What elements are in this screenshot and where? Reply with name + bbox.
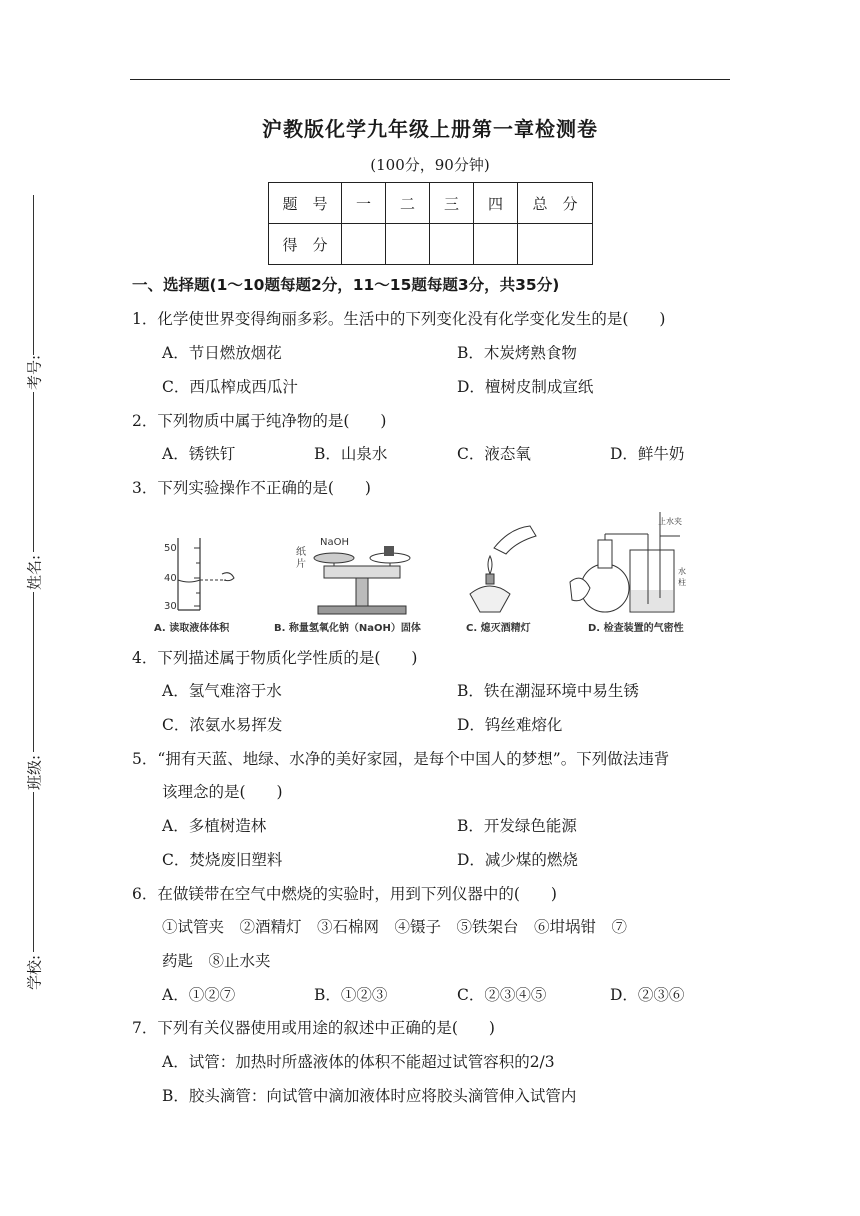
q7-option-a: A．试管：加热时所盛液体的体积不能超过试管容积的2/3 [162, 1053, 555, 1071]
name-label: 姓名: [25, 554, 44, 591]
school-line [33, 792, 34, 952]
cylinder-tick-30: 30 [164, 601, 177, 612]
q6-option-d: D．②③⑥ [610, 986, 685, 1004]
q2-option-c: C．液态氧 [457, 445, 531, 463]
figure-c-alcohol-lamp [466, 526, 536, 634]
q1-option-b: B．木炭烤熟食物 [457, 344, 577, 362]
header-rule [130, 79, 730, 80]
score-row-label: 得 分 [269, 224, 342, 265]
q2-option-a: A．锈铁钉 [162, 445, 236, 463]
question-6-stem: 6．在做镁带在空气中燃烧的实验时，用到下列仪器中的( ) [132, 885, 557, 903]
question-4-stem: 4．下列描述属于物质化学性质的是( ) [132, 649, 418, 667]
q6-items-cont: 药匙 ⑧止水夹 [162, 952, 271, 970]
score-cell[interactable] [430, 224, 474, 265]
q1-option-a: A．节日燃放烟花 [162, 344, 282, 362]
water-label: 水 [678, 567, 686, 576]
question-2-stem: 2．下列物质中属于纯净物的是( ) [132, 412, 387, 430]
q5-option-c: C．焚烧废旧塑料 [162, 851, 283, 869]
naoh-label: NaOH [320, 537, 349, 548]
q6-option-a: A．①②⑦ [162, 986, 236, 1004]
figure-b-caption: B. 称量氢氧化钠（NaOH）固体 [274, 623, 421, 634]
figure-a-cylinder [154, 538, 234, 634]
page-title: 沪教版化学九年级上册第一章检测卷 [262, 117, 598, 141]
hand-icon [494, 526, 536, 554]
question-5-stem-cont: 该理念的是( ) [162, 783, 283, 801]
figure-d-caption: D. 检查装置的气密性 [588, 623, 684, 634]
score-header-cell: 二 [386, 183, 430, 224]
q1-option-d: D．檀树皮制成宣纸 [457, 378, 594, 396]
q5-option-a: A．多植树造林 [162, 817, 267, 835]
score-table-score-row [269, 224, 593, 265]
cylinder-tick-50: 50 [164, 543, 177, 554]
eye-icon [222, 573, 234, 581]
q3-figures [150, 508, 730, 640]
question-7-stem: 7．下列有关仪器使用或用途的叙述中正确的是( ) [132, 1019, 495, 1037]
q4-option-a: A．氢气难溶于水 [162, 682, 282, 700]
figure-b-balance [274, 537, 421, 634]
figure-d-apparatus [570, 512, 686, 634]
q4-option-d: D．钨丝难熔化 [457, 716, 563, 734]
figure-c-caption: C. 熄灭酒精灯 [466, 623, 531, 634]
q4-option-c: C．浓氨水易挥发 [162, 716, 283, 734]
score-header-cell: 四 [474, 183, 518, 224]
question-1-stem: 1．化学使世界变得绚丽多彩。生活中的下列变化没有化学变化发生的是( ) [132, 310, 666, 328]
school-label: 学校: [25, 954, 44, 991]
class-label: 班级: [25, 754, 44, 791]
score-header-cell: 一 [342, 183, 386, 224]
exam-no-label: 考号: [25, 354, 44, 391]
score-cell[interactable] [386, 224, 430, 265]
question-3-stem: 3．下列实验操作不正确的是( ) [132, 479, 371, 497]
q5-option-d: D．减少煤的燃烧 [457, 851, 578, 869]
section-heading: 一、选择题(1～10题每题2分，11～15题每题3分，共35分) [132, 276, 560, 294]
cylinder-tick-40: 40 [164, 573, 177, 584]
q6-items: ①试管夹 ②酒精灯 ③石棉网 ④镊子 ⑤铁架台 ⑥坩埚钳 ⑦ [162, 918, 628, 936]
class-line [33, 592, 34, 752]
q1-option-c: C．西瓜榨成西瓜汁 [162, 378, 298, 396]
score-table [268, 182, 593, 265]
clamp-label: 止水夹 [658, 517, 682, 526]
score-header-cell: 总 分 [518, 183, 593, 224]
score-cell[interactable] [474, 224, 518, 265]
exam-no-line [33, 195, 34, 355]
column-label: 柱 [678, 578, 686, 587]
paper-label: 纸 [296, 547, 306, 558]
page-subtitle: (100分，90分钟) [370, 156, 490, 174]
q2-option-d: D．鲜牛奶 [610, 445, 685, 463]
name-line [33, 392, 34, 552]
q6-option-b: B．①②③ [314, 986, 388, 1004]
score-header-cell: 题 号 [269, 183, 342, 224]
score-cell[interactable] [518, 224, 593, 265]
score-table-header-row [269, 183, 593, 224]
q2-option-b: B．山泉水 [314, 445, 388, 463]
q4-option-b: B．铁在潮湿环境中易生锈 [457, 682, 639, 700]
score-cell[interactable] [342, 224, 386, 265]
q6-option-c: C．②③④⑤ [457, 986, 547, 1004]
question-5-stem: 5．“拥有天蓝、地绿、水净的美好家园，是每个中国人的梦想”。下列做法违背 [132, 750, 670, 768]
paper-label-2: 片 [296, 559, 306, 570]
score-header-cell: 三 [430, 183, 474, 224]
q7-option-b: B．胶头滴管：向试管中滴加液体时应将胶头滴管伸入试管内 [162, 1087, 577, 1105]
figure-a-caption: A. 读取液体体积 [154, 623, 230, 634]
q5-option-b: B．开发绿色能源 [457, 817, 577, 835]
